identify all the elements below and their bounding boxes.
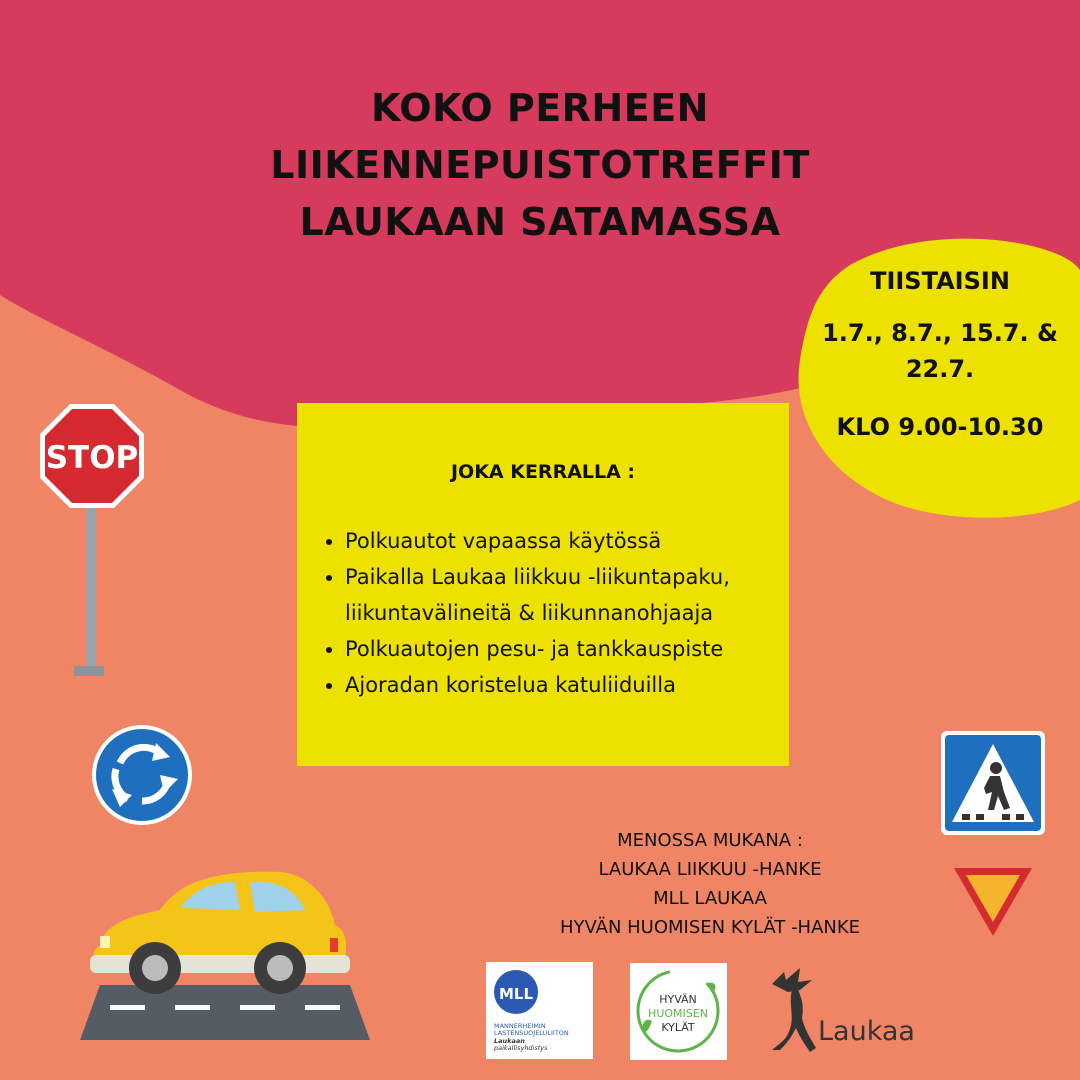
pedestrian-crossing-sign-icon [940,730,1046,836]
title-line-3: LAUKAAN SATAMASSA [299,200,781,244]
list-item: • Paikalla Laukaa liikkuu -liikuntapaku, liikuntavälineitä & liikunnanohjaaja [345,559,785,631]
mll-name-1: MANNERHEIMIN [494,1022,546,1030]
title-line-2: LIIKENNEPUISTOTREFFIT [270,143,810,187]
partners-block [510,826,910,942]
title-line-1: KOKO PERHEEN [371,86,709,130]
event-title [140,80,940,251]
schedule-dates-line: 1.7., 8.7., 15.7. & [822,319,1058,347]
mll-name-3: Laukaan [494,1037,525,1045]
list-item: • Ajoradan koristelua katuliiduilla [345,667,785,703]
schedule-dates-text [822,319,1058,383]
info-list [317,523,785,703]
partner-line: LAUKAA LIIKKUU -HANKE [598,859,822,880]
partner-line: HYVÄN HUOMISEN KYLÄT -HANKE [559,917,861,938]
hhk-line-2: HUOMISEN [648,1007,708,1020]
laukaa-logo-icon [766,962,918,1058]
mll-logo [486,962,593,1059]
mll-name-2: LASTENSUOJELULIITON [494,1029,569,1037]
stop-sign-icon [36,400,148,680]
hhk-logo [630,963,727,1060]
schedule-dates [800,315,1080,387]
car-illustration [80,860,370,1045]
roundabout-sign-icon [90,723,194,827]
info-box [297,403,789,766]
partners-heading: MENOSSA MUKANA : [617,830,803,851]
mll-logo-icon [486,962,593,1059]
mll-name-4: paikallisyhdistys [494,1044,548,1052]
schedule-day: TIISTAISIN [870,267,1010,295]
stop-sign-label: STOP [45,440,139,476]
partner-line: MLL LAUKAA [653,888,767,909]
yield-sign-icon [952,866,1034,938]
mll-abbr: MLL [498,985,534,1003]
hhk-line-1: HYVÄN [659,993,697,1006]
hhk-logo-icon [630,963,727,1060]
list-item: • Polkuautojen pesu- ja tankkauspiste [345,631,785,667]
list-item: • Polkuautot vapaassa käytössä [345,523,785,559]
hhk-line-3: KYLÄT [661,1021,695,1034]
info-heading: JOKA KERRALLA : [450,461,636,483]
laukaa-logo-text: Laukaa [818,1016,915,1047]
schedule-badge [800,245,1080,520]
schedule-dates-line: 22.7. [905,355,975,383]
schedule-time: KLO 9.00-10.30 [836,413,1044,441]
